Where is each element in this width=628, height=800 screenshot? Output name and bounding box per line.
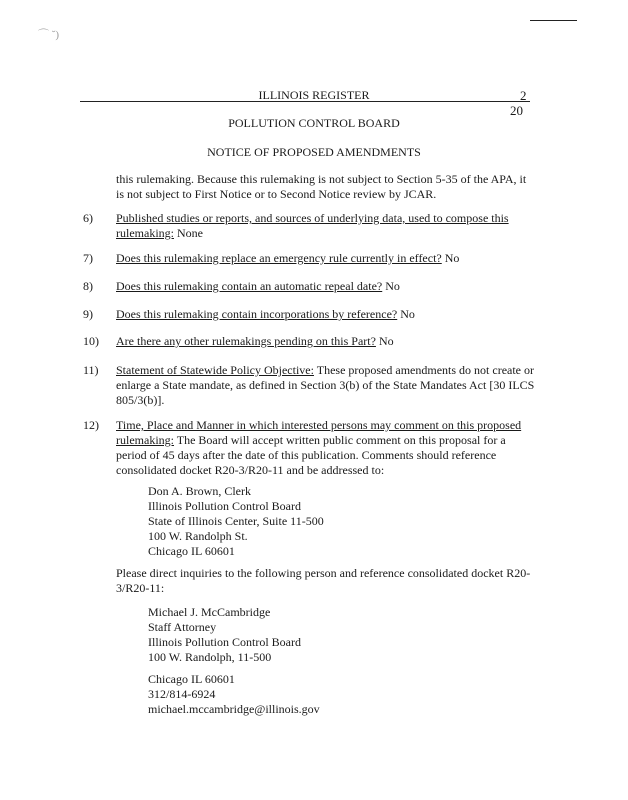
item-number: 7)	[83, 251, 93, 265]
item-question: Published studies or reports, and sources of underlying data, used to compose this rulemaking:	[116, 211, 509, 240]
item-answer: None	[173, 226, 203, 240]
contact-email[interactable]: michael.mccambridge@illinois.gov	[148, 702, 320, 716]
item-question: Does this rulemaking contain an automatic repeal date?	[116, 279, 383, 293]
item-question: Does this rulemaking replace an emergency rule currently in effect?	[116, 251, 442, 265]
item-question: Are there any other rulemakings pending on this Part?	[116, 334, 376, 348]
item-9	[116, 307, 536, 322]
item-10	[116, 334, 536, 349]
contact-line: Illinois Pollution Control Board	[148, 635, 302, 649]
address-line: 100 W. Randolph St.	[148, 529, 248, 543]
item-answer: No	[382, 279, 400, 293]
address-line: Don A. Brown, Clerk	[148, 484, 251, 498]
contact-block	[148, 605, 301, 665]
page-number-top: 2	[520, 88, 527, 103]
item-number: 10)	[83, 334, 99, 348]
item-answer: The Board will accept written public comment on this proposal for a period of 45 days after the date of this publication. Comments should reference consolidated docket R20-3/R20-11 and be addressed to:	[116, 433, 506, 477]
contact-line: 312/814-6924	[148, 687, 216, 701]
item-8	[116, 279, 536, 294]
clerk-address	[148, 484, 324, 559]
item-answer: No	[441, 251, 460, 265]
header-rule	[80, 101, 530, 102]
item-question: Time, Place and Manner in which interested persons may comment on this proposed rulemaking:	[116, 418, 522, 447]
item-number: 6)	[83, 211, 93, 225]
item-number: 11)	[83, 363, 99, 377]
page-number-bottom: 20	[510, 103, 523, 118]
item-11	[116, 363, 536, 408]
item-number: 8)	[83, 279, 93, 293]
item-question: Does this rulemaking contain incorporations by reference?	[116, 307, 398, 321]
address-line: Illinois Pollution Control Board	[148, 499, 302, 513]
contact-details	[148, 672, 320, 717]
contact-line: Chicago IL 60601	[148, 672, 235, 686]
intro-paragraph: this rulemaking. Because this rulemaking is not subject to Section 5-35 of the APA, it is not subject to First Notice or to Second Notice review by JCAR.	[116, 172, 527, 201]
item-answer: No	[397, 307, 415, 321]
item-question: Statement of Statewide Policy Objective:	[116, 363, 314, 377]
item-12	[116, 418, 536, 478]
contact-line: Staff Attorney	[148, 620, 217, 634]
item-7	[116, 251, 536, 266]
item-answer: No	[375, 334, 394, 348]
register-title: ILLINOIS REGISTER	[258, 88, 370, 102]
board-title: POLLUTION CONTROL BOARD	[228, 116, 400, 130]
item-number: 12)	[83, 418, 99, 432]
margin-mark: ⌒ ˘)	[38, 29, 60, 41]
top-corner-rule	[530, 20, 577, 21]
item-answer: These proposed amendments do not create or enlarge a State mandate, as defined in Section 3(b) of the State Mandates Act [30 ILCS 805/3(b)].	[116, 363, 535, 407]
address-line: State of Illinois Center, Suite 11-500	[148, 514, 324, 528]
item-6	[116, 211, 536, 241]
inquiry-paragraph: Please direct inquiries to the following person and reference consolidated docket R20-3/R20-11:	[116, 566, 531, 595]
notice-title: NOTICE OF PROPOSED AMENDMENTS	[207, 145, 421, 159]
contact-line: 100 W. Randolph, 11-500	[148, 650, 272, 664]
contact-line: Michael J. McCambridge	[148, 605, 271, 619]
address-line: Chicago IL 60601	[148, 544, 235, 558]
item-number: 9)	[83, 307, 93, 321]
